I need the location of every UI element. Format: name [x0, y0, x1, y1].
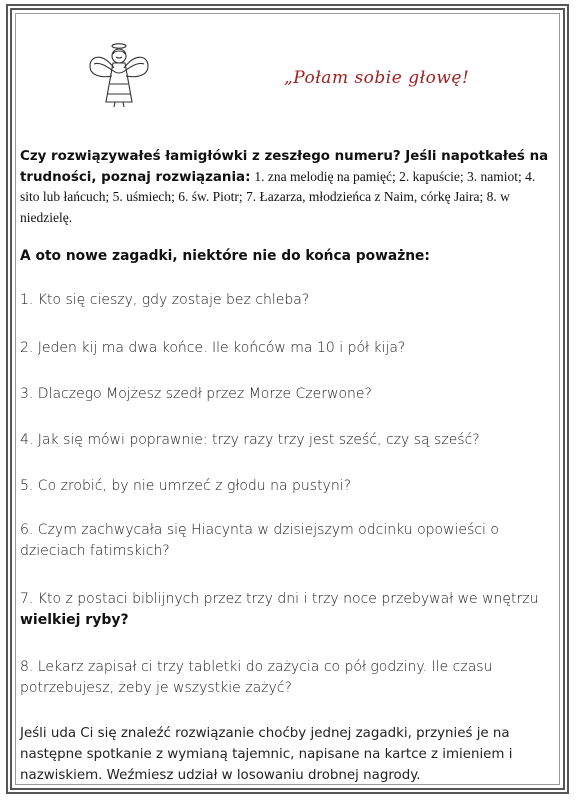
intro-answers: 1. zna melodię na pamięć; 2. kapuście; 3. namiot; 4. sito lub łańcuch; 5. uśmiech; 6. św. Piotr; 7. Łazarza, młodzieńca z Naim, córkę Jaira; 8. w niedzielę. — [20, 168, 536, 225]
questions-heading: A oto nowe zagadki, niektóre nie do końca poważne: — [20, 248, 430, 264]
question-5: 5. Co zrobić, by nie umrzeć z głodu na pustyni? — [20, 478, 352, 494]
question-7-bold: wielkiej ryby? — [20, 612, 129, 628]
page-title: „Połam sobie głowę! — [284, 68, 470, 88]
question-7 — [20, 589, 550, 631]
question-6: 6. Czym zachwycała się Hiacynta w dzisiejszym odcinku opowieści o dzieciach fatimskich? — [20, 522, 499, 559]
angel-icon — [84, 40, 154, 110]
header — [84, 40, 524, 110]
intro-question: Czy rozwiązywałeś łamigłówki z zeszłego numeru? Jeśli napotkałeś na trudności, poznaj rozwiązania: — [20, 149, 549, 185]
question-3: 3. Dlaczego Mojżesz szedł przez Morze Czerwone? — [20, 386, 372, 402]
footer-note: Jeśli uda Ci się znaleźć rozwiązanie choćby jednej zagadki, przynieś je na następne spotkanie z wymianą tajemnic, napisane na kartce z imieniem i nazwiskiem. Weźmiesz udział w losowaniu drobnej nagrody. — [20, 726, 513, 783]
question-4: 4. Jak się mówi poprawnie: trzy razy trzy jest sześć, czy są sześć? — [20, 432, 480, 448]
question-1: 1. Kto się cieszy, gdy zostaje bez chleba? — [20, 292, 310, 308]
question-2: 2. Jeden kij ma dwa końce. Ile końców ma 10 i pół kija? — [20, 340, 406, 356]
question-8: 8. Lekarz zapisał ci trzy tabletki do zażycia co pół godziny. Ile czasu potrzebujesz, żeby je wszystkie zażyć? — [20, 659, 493, 696]
intro-section — [20, 147, 550, 228]
question-7-start: 7. Kto z postaci biblijnych przez trzy dni i trzy noce przebywał we wnętrzu — [20, 591, 539, 607]
